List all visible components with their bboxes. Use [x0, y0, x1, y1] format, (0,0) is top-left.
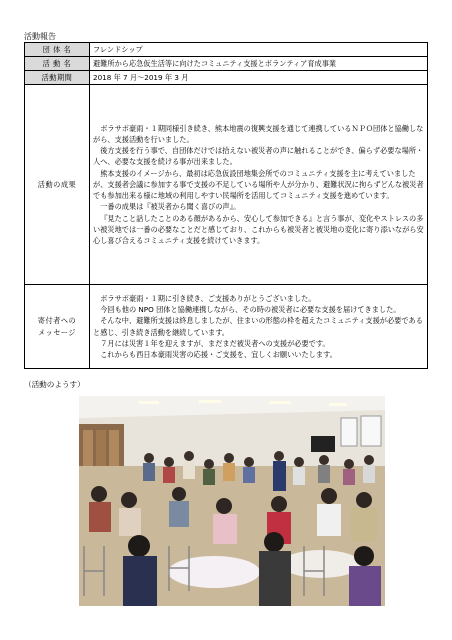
message-label-line: メッセージ	[37, 327, 76, 337]
message-paragraph: そんな中、避難所支援は終息しましたが、住まいの形態の枠を超えたコミュニティ支援が必要であると感じ、引き続き活動を継続しています。	[93, 316, 423, 337]
results-paragraph: 熊本支援のイメージから、最初は応急仮設団地集会所でのコミュニティ支援を主に考えていましたが、支援者会議に参加する事で支援の不足している場所や人が分かり、避難状況に拘らずどんな被災者でも参加出来る様に地域の利用しやすい民場所を活用してコミュニティ支援を進めています。	[93, 168, 424, 201]
section-heading: 活動報告	[24, 32, 56, 41]
activity-period-value: 2018 年 7 月〜2019 年 3 月	[90, 71, 428, 85]
table-row	[25, 57, 428, 71]
photo-caption: （活動のようす）	[24, 380, 85, 389]
table-row	[25, 71, 428, 85]
activity-photo-illustration	[79, 396, 385, 606]
table-row	[25, 85, 428, 285]
message-paragraph: 今回も他の NPO 団体と協働連携しながら、その時の被災者に必要な支援を届けてきました。	[100, 305, 401, 315]
message-paragraph: これからも西日本豪雨災害の応援・ご支援を、宜しくお願いいたします。	[100, 349, 337, 359]
results-paragraph: ボラサポ豪雨・１期同様引き続き、熊本地震の復興支援を通じて連携しているＮＰＯ団体と協働しながら、支援活動を行いました。	[93, 123, 424, 145]
activity-name-value: 避難所から応急仮生活等に向けたコミュニティ支援とボランティア育成事業	[90, 57, 428, 71]
report-table	[24, 42, 428, 369]
results-paragraph: 『見たこと話したことのある顔があるから、安心して参加できる』と言う事が、変化やストレスの多い被災地では一番の必要なことだと感じており、これからも被災者と被災地の変化に寄り添いながら安心し喜び合えるコミュニティ支援を続けていきます。	[93, 213, 424, 245]
results-paragraph: 後方支援を行う事で、自団体だけでは拾えない被災者の声に触れることができ、偏らず必要な場所・人へ、必要な支援を続ける事が出来ました。	[93, 146, 424, 167]
message-paragraph: ボラサポ豪雨・１期に引き続き、ご支援ありがとうございました。	[100, 293, 316, 303]
message-label	[25, 285, 90, 369]
activity-name-label: 活 動 名	[25, 57, 90, 71]
results-label: 活動の成果	[25, 85, 90, 285]
message-paragraph: ７月には災害１年を迎えますが、まだまだ被災者への支援が必要です。	[100, 338, 330, 348]
results-body	[90, 85, 428, 285]
activity-photo	[79, 396, 385, 606]
table-row	[25, 43, 428, 57]
message-body	[90, 285, 428, 369]
table-row	[25, 285, 428, 369]
activity-period-label: 活動期間	[25, 71, 90, 85]
org-name-label: 団 体 名	[25, 43, 90, 57]
results-paragraph: 一番の成果は『被災者から聞く喜びの声』。	[100, 202, 241, 212]
org-name-value: フレンドシップ	[90, 43, 428, 57]
message-label-line: 寄付者への	[37, 316, 77, 326]
